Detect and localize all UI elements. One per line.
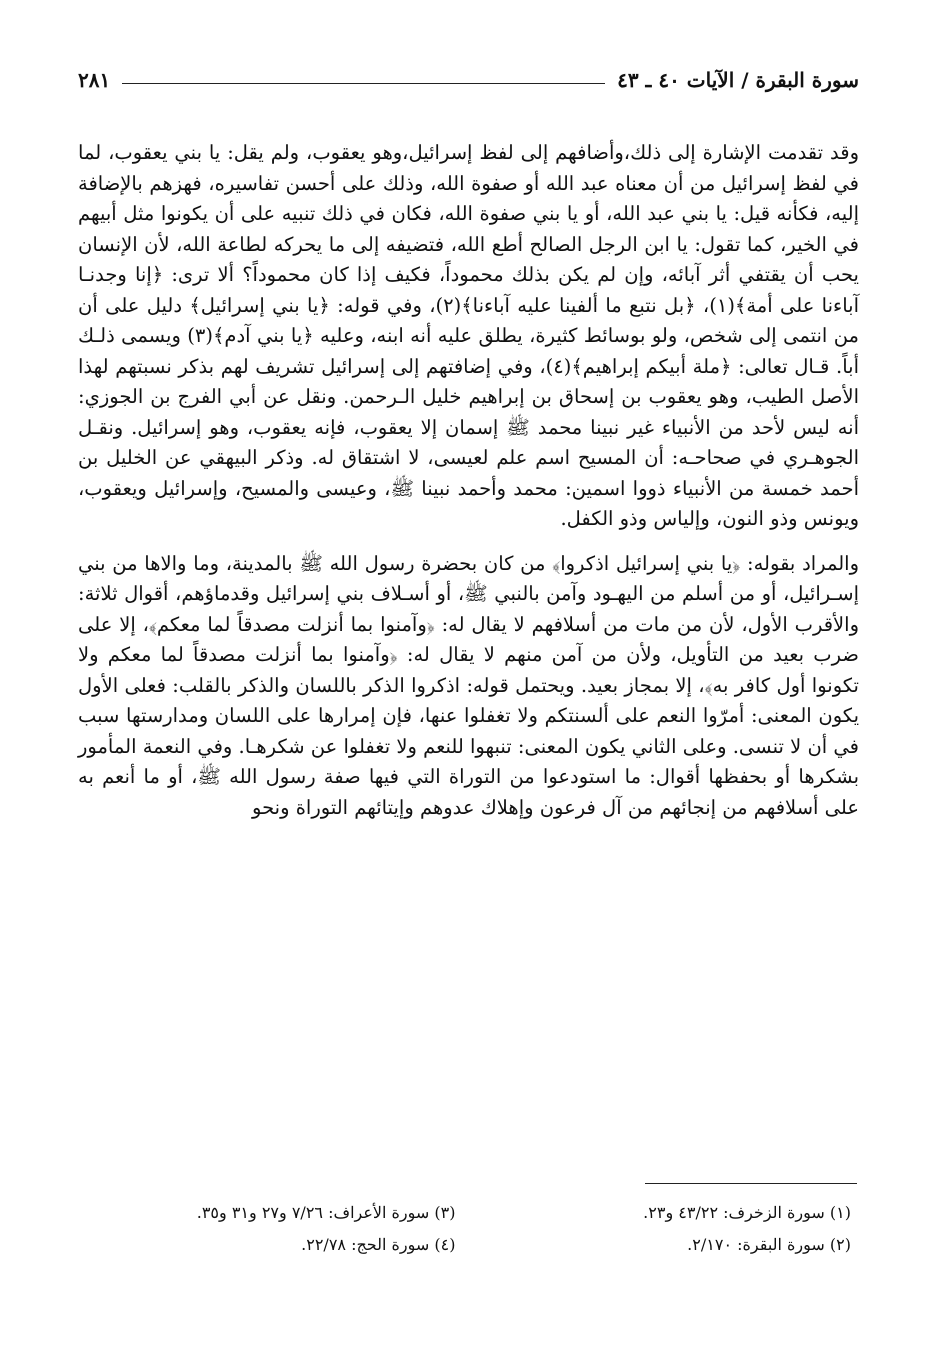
footnote-separator — [645, 1183, 857, 1184]
footnote-3: (٣) سورة الأعراف: ٧/٢٦ و٢٧ و٣١ و٣٥. — [196, 1203, 456, 1222]
paragraph-2: والمراد بقوله: ﴿يا بني إسرائيل اذكروا﴾ من كان بحضرة رسول الله ﷺ بالمدينة، وما والاها من بني إسـرائيل، أو من أسلم من اليهـود وآمن بالنبي ﷺ، أو أسـلاف بني إسرائيل وقدماؤهم، أقوال ثلاثة: والأقرب الأول، لأن من مات من أسلافهم لا يقال له: ﴿وآمنوا بما أنزلت مصدقاً لما معكم﴾، إلا على ضرب بعيد من التأويل، ولأن من آمن منهم لا يقال له: ﴿وآمنوا بما أنزلت مصدقاً لما معكم ولا تكونوا أول كافر به﴾، إلا بمجاز بعيد. ويحتمل قوله: اذكروا الذكر باللسان والذكر بالقلب: فعلى الأول يكون المعنى: أمرّوا النعم على ألسنتكم ولا تغفلوا عنها، فإن إمرارها على اللسان ومدارستها سبب في أن لا تنسى. وعلى الثاني يكون المعنى: تنبهوا للنعم ولا تغفلوا عن شكرهـا. وفي النعمة المأمور بشكرها أو بحفظها أقوال: ما استودعوا من التوراة التي فيها صفة رسول الله ﷺ، أو ما أنعم به على أسلافهم من إنجائهم من آل فرعون وإهلاك عدوهم وإيتائهم التوراة ونحو — [78, 551, 859, 819]
running-header — [78, 58, 859, 92]
running-title: سورة البقرة / الآيات ٤٠ ـ ٤٣ — [617, 68, 859, 92]
footnote-1: (١) سورة الزخرف: ٤٣/٢٢ و٢٣. — [643, 1203, 851, 1222]
main-text — [78, 138, 859, 823]
footnote-2: (٢) سورة البقرة: ٢/١٧٠. — [687, 1235, 851, 1254]
paragraph-1: وقد تقدمت الإشارة إلى ذلك،وأضافهم إلى لفظ إسرائيل،وهو يعقوب، ولم يقل: يا بني يعقوب، لما في لفظ إسرائيل من أن معناه عبد الله أو صفوة الله، وذلك على أحسن تفاسيره، فهزهم بالإضافة إليه، فكأنه قيل: يا بني عبد الله، أو يا بني صفوة الله، فكان في ذلك تنبيه على أن يكونوا مثل أبيهم في الخير، كما تقول: يا ابن الرجل الصالح أطع الله، فتضيفه إلى ما يحركه لطاعة الله، لأن الإنسان يحب أن يقتفي أثر آبائه، وإن لم يكن بذلك محموداً، فكيف إذا كان محموداً؟ ألا ترى: ﴿إنا وجدنـا آباءنا على أمة﴾(١)، ﴿بل نتبع ما ألفينا عليه آباءنا﴾(٢)، وفي قوله: ﴿يا بني إسرائيل﴾ دليل على أن من انتمى إلى شخص، ولو بوسائط كثيرة، يطلق عليه أنه ابنه، وعليه ﴿يا بني آدم﴾(٣) ويسمى ذلـك أباً. قـال تعالى: ﴿ملة أبيكم إبراهيم﴾(٤)، وفي إضافتهم إلى إسرائيل تشريف لهم بذكر نسبتهم لهذا الأصل الطيب، وهو يعقوب بن إسحاق بن إبراهيم خليل الـرحمن. ونقل عن أبي الفرج بن الجوزي: أنه ليس لأحد من الأنبياء غير نبينا محمد ﷺ إسمان إلا يعقوب، فإنه يعقوب، وهو إسرائيل. ونقـل الجوهـري في صحاحـه: أن المسيح اسم علم لعيسى، لا اشتقاق له. وذكر البيهقي عن الخليل بن أحمد خمسة من الأنبياء ذووا اسمين: محمد وأحمد نبينا ﷺ، وعيسى والمسيح، وإسرائيل ويعقوب، ويونس وذو النون، وإلياس وذو الكفل. — [78, 141, 860, 530]
page-number: ٢٨١ — [78, 68, 111, 92]
footnote-4: (٤) سورة الحج: ٢٢/٧٨. — [301, 1235, 456, 1254]
header-rule — [122, 83, 605, 84]
footnotes — [100, 1198, 851, 1260]
